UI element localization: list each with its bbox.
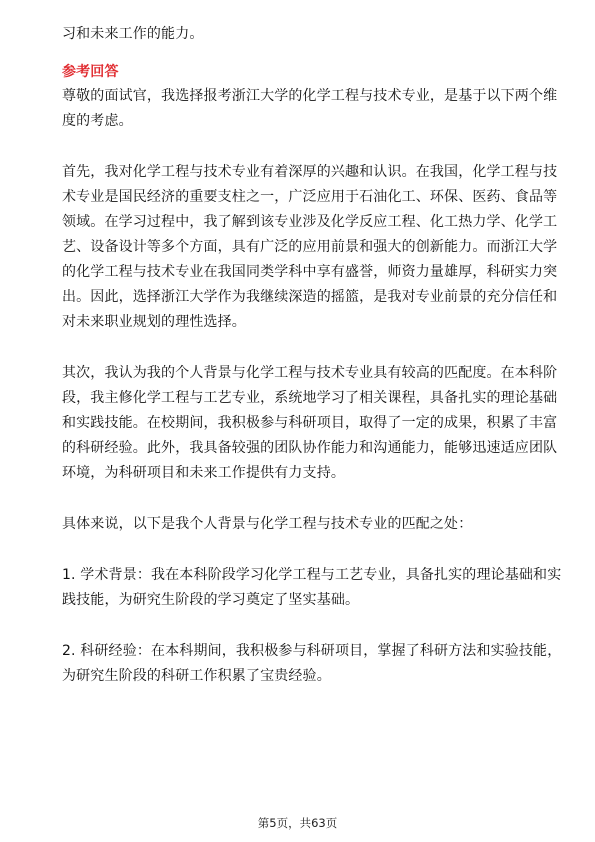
- list-item-research-experience: 2. 科研经验：在本科期间，我积极参与科研项目，掌握了科研方法和实验技能，为研究生阶段的科研工作积累了宝贵经验。: [62, 643, 562, 684]
- paragraph-first-reason: 首先，我对化学工程与技术专业有着深厚的兴趣和认识。在我国，化学工程与技术专业是国民经济的重要支柱之一，广泛应用于石油化工、环保、医药、食品等领域。在学习过程中，我了解到该专业涉及化学反应工程、化工热力学、化学工艺、设备设计等多个方面，具有广泛的应用前景和强大的创新能力。而浙江大学的化学工程与技术专业在我国同类学科中享有盛誉，师资力量雄厚，科研实力突出。因此，选择浙江大学作为我继续深造的摇篮，是我对专业前景的充分信任和对未来职业规划的理性选择。: [62, 164, 558, 330]
- paragraph-opening: 尊敬的面试官，我选择报考浙江大学的化学工程与技术专业，是基于以下两个维度的考虑。: [62, 88, 558, 129]
- list-item-academic-background: 1. 学术背景：我在本科阶段学习化学工程与工艺专业，具备扎实的理论基础和实践技能，为研究生阶段的学习奠定了坚实基础。: [62, 567, 562, 608]
- intro-tail-text: 习和未来工作的能力。: [62, 26, 204, 42]
- paragraph-match-intro: 具体来说，以下是我个人背景与化学工程与技术专业的匹配之处：: [62, 516, 473, 532]
- page-number-footer: 第5页，共63页: [257, 816, 338, 830]
- paragraph-second-reason: 其次，我认为我的个人背景与化学工程与技术专业具有较高的匹配度。在本科阶段，我主修化学工程与工艺专业，系统地学习了相关课程，具备扎实的理论基础和实践技能。在校期间，我积极参与科研项目，取得了一定的成果，积累了丰富的科研经验。此外，我具备较强的团队协作能力和沟通能力，能够迅速适应团队环境，为科研项目和未来工作提供有力支持。: [62, 365, 558, 481]
- document-body: [62, 22, 562, 689]
- answer-heading: 参考回答: [62, 64, 119, 80]
